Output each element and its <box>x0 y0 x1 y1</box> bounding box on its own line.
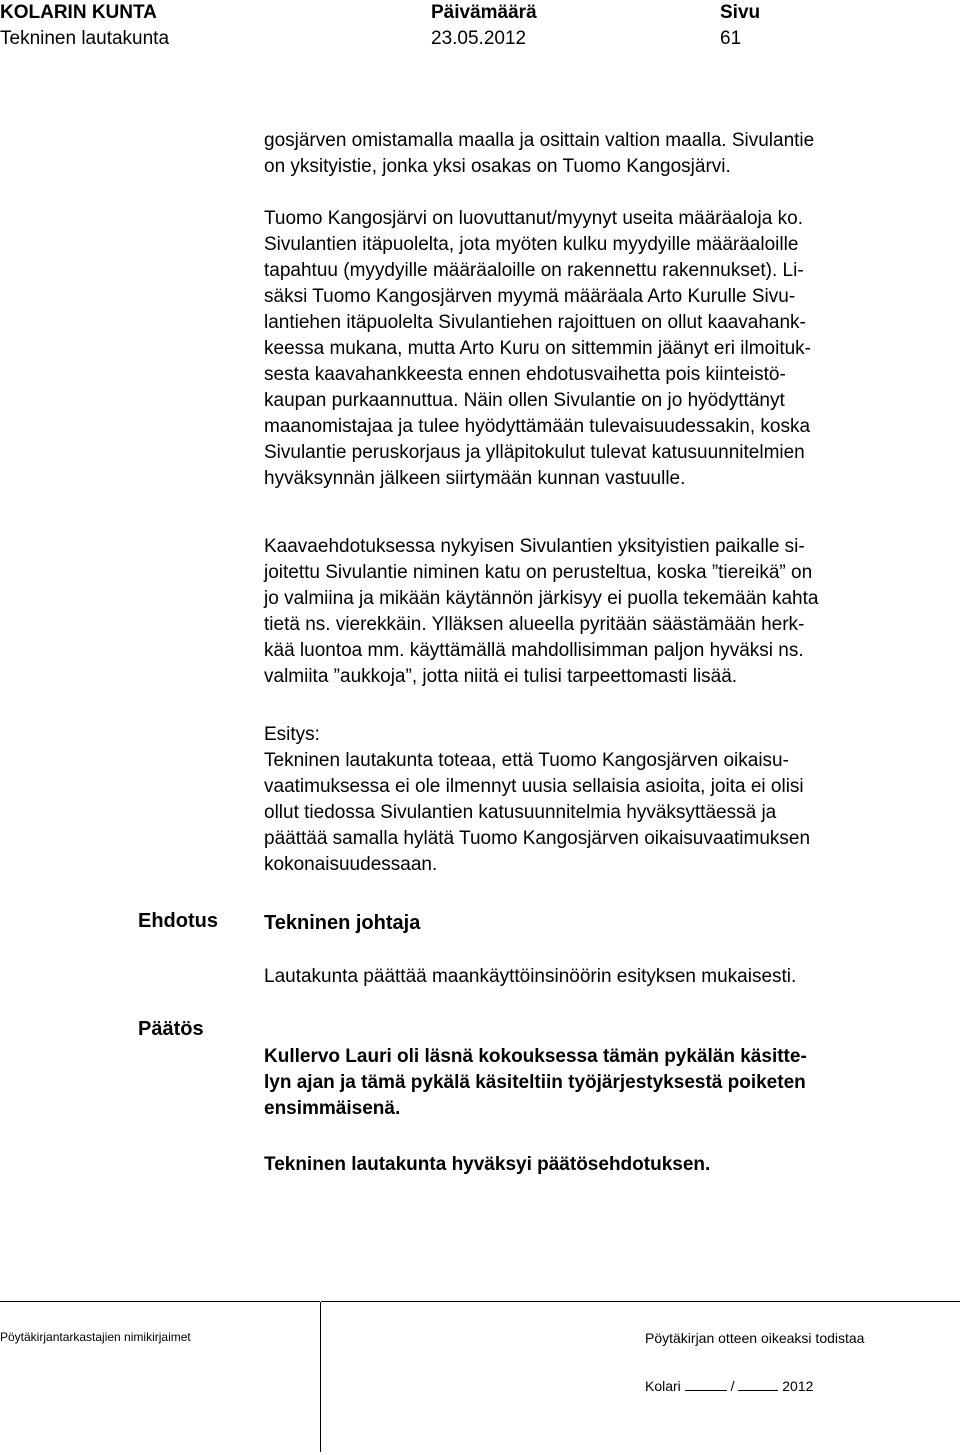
page-label: Sivu <box>720 2 761 23</box>
header-date-block <box>431 0 537 52</box>
header-page-block <box>720 0 760 52</box>
paragraph-1: gosjärven omistamalla maalla ja osittain valtion maalla. Sivulantie on yksityistie, jonka yksi osakas on Tuomo Kangosjärvi. <box>264 130 815 177</box>
footer-divider-right <box>321 1301 960 1302</box>
ehdotus-heading: Tekninen johtaja <box>264 912 421 934</box>
footer-slash: / <box>730 1378 735 1394</box>
paatos-text: Kullervo Lauri oli läsnä kokouksessa tämän pykälän käsitte- lyn ajan ja tämä pykälä käsiteltiin työjärjestyksestä poiketen ensimmäisenä. <box>264 1046 807 1119</box>
month-blank <box>738 1378 778 1391</box>
footer-initials-label: Pöytäkirjantarkastajien nimikirjaimet <box>0 1330 191 1344</box>
footer-place: Kolari <box>645 1378 681 1394</box>
board-name: Tekninen lautakunta <box>0 28 170 49</box>
paatos-approval: Tekninen lautakunta hyväksyi päätösehdotuksen. <box>264 1154 711 1175</box>
header-municipality-block <box>0 0 169 52</box>
footer-divider-vertical <box>320 1302 321 1452</box>
municipality-name: KOLARIN KUNTA <box>0 2 157 23</box>
day-blank <box>685 1378 727 1391</box>
footer-year: 2012 <box>782 1378 814 1394</box>
paragraph-2: Tuomo Kangosjärvi on luovuttanut/myynyt useita määräaloja ko. Sivulantien itäpuolelta, jota myöten kulku myydyille määräaloille tapahtuu (myydyille määräaloille on rakennettu rakennukset). Li- säksi Tuomo Kangosjärven myymä määräala Arto Kurulle Sivu- lantiehen itäpuolelta Sivulantiehen rajoittuen on ollut kaavahank- keessa mukana, mutta Arto Kuru on sittemmin jäänyt eri ilmoituk- sesta kaavahankkeesta ennen ehdotusvaihetta pois kiinteistö- kaupan purkaannuttua. Näin ollen Sivulantie on jo hyödyttänyt maanomistajaa ja tulee hyödyttämään tulevaisuudessakin, koska Sivulantie peruskorjaus ja ylläpitokulut tulevat katusuunnitelmien hyväksynnän jälkeen siirtymään kunnan vastuulle. <box>264 208 812 489</box>
footer-signature-line <box>645 1378 813 1394</box>
ehdotus-text: Lautakunta päättää maankäyttöinsinöörin esityksen mukaisesti. <box>264 966 797 987</box>
esitys-label: Esitys: <box>264 724 320 745</box>
date-label: Päivämäärä <box>431 2 537 23</box>
ehdotus-label: Ehdotus <box>138 910 218 932</box>
footer-certify-label: Pöytäkirjan otteen oikeaksi todistaa <box>645 1330 865 1346</box>
date-value: 23.05.2012 <box>431 28 527 49</box>
footer-divider-left <box>0 1301 320 1302</box>
paragraph-3: Kaavaehdotuksessa nykyisen Sivulantien yksityistien paikalle si- joitettu Sivulantie niminen katu on perusteltua, koska ”tiereikä” on jo valmiina ja mikään käytännön järkisyy ei puolla tekemään kahta tietä ns. vierekkäin. Ylläksen alueella pyritään säästämään herk- kää luontoa mm. käyttämällä mahdollisimman paljon hyväksi ns. valmiita ”aukkoja”, jotta niitä ei tulisi tarpeettomasti lisää. <box>264 536 819 687</box>
page-number: 61 <box>720 28 742 49</box>
paatos-label: Päätös <box>138 1018 204 1040</box>
esitys-text: Tekninen lautakunta toteaa, että Tuomo Kangosjärven oikaisu- vaatimuksessa ei ole ilmennyt uusia sellaisia asioita, joita ei olisi ollut tiedossa Sivulantien katusuunnitelmia hyväksyttäessä ja päättää samalla hylätä Tuomo Kangosjärven oikaisuvaatimuksen kokonaisuudessaan. <box>264 750 811 875</box>
